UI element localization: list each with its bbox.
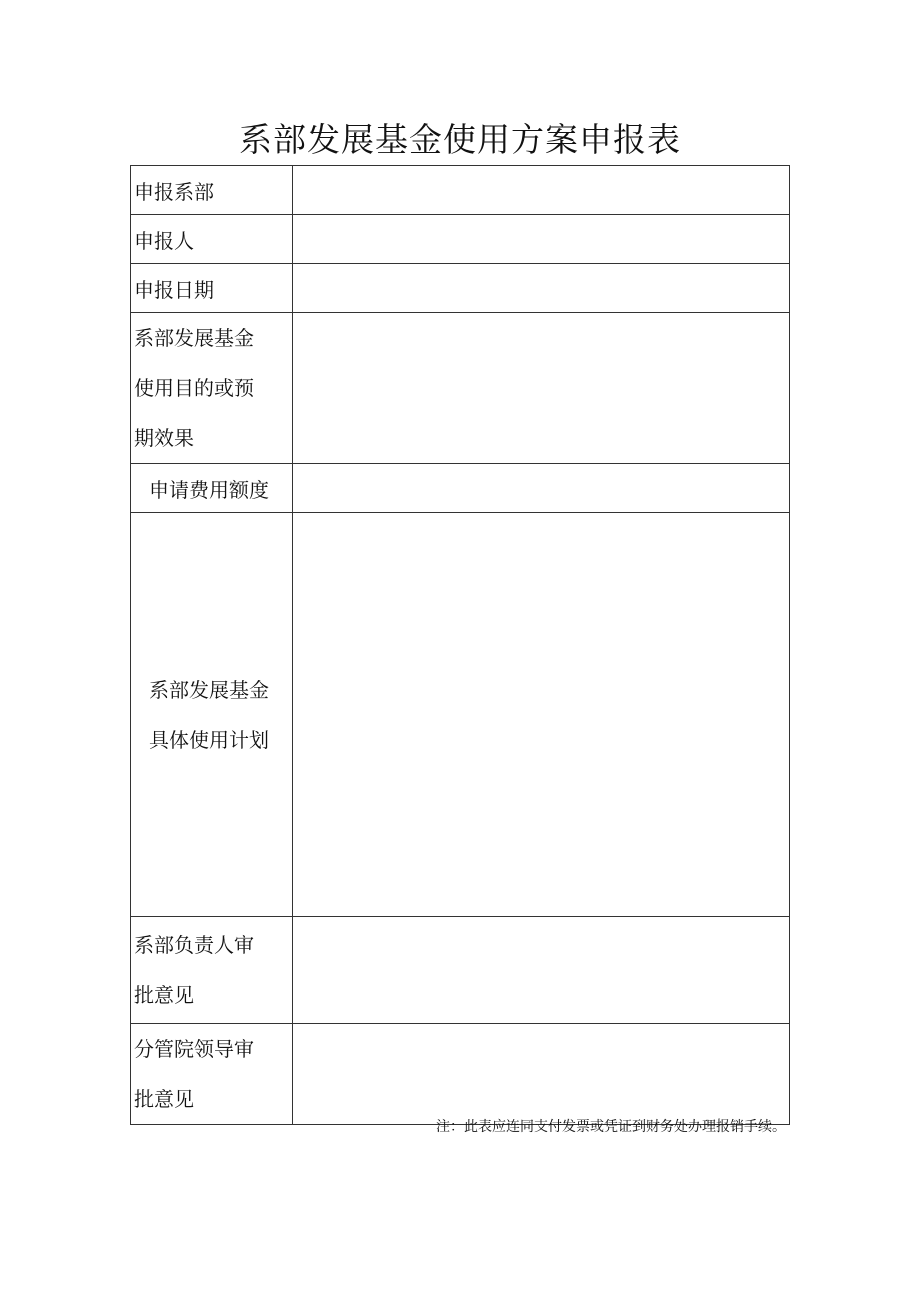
form-row-amount (131, 464, 790, 513)
date-field[interactable] (293, 264, 790, 313)
purpose-label-line-2: 使用目的或预 (134, 376, 254, 400)
leader-approval-field[interactable] (293, 1024, 790, 1125)
date-label-cell (131, 264, 293, 313)
plan-label-cell (131, 513, 293, 917)
form-row-plan (131, 513, 790, 917)
dept-head-approval-label-line-2: 批意见 (134, 983, 194, 1007)
form-row-applicant (131, 215, 790, 264)
department-label-cell (131, 166, 293, 215)
purpose-field[interactable] (293, 313, 790, 464)
date-label: 申报日期 (134, 277, 214, 302)
leader-approval-label-line-1: 分管院领导审 (134, 1037, 254, 1061)
amount-label-cell (131, 464, 293, 513)
form-row-purpose (131, 313, 790, 464)
dept-head-approval-field[interactable] (293, 917, 790, 1024)
amount-field[interactable] (293, 464, 790, 513)
department-field[interactable] (293, 166, 790, 215)
plan-label-line-1: 系部发展基金 (149, 677, 269, 702)
form-row-date (131, 264, 790, 313)
plan-field[interactable] (293, 513, 790, 917)
dept-head-approval-label-line-1: 系部负责人审 (134, 933, 254, 957)
form-row-dept-head-approval (131, 917, 790, 1024)
purpose-label-line-3: 期效果 (134, 426, 194, 450)
department-label: 申报系部 (134, 179, 214, 204)
leader-approval-label-line-2: 批意见 (134, 1087, 194, 1111)
applicant-field[interactable] (293, 215, 790, 264)
application-form-table (130, 165, 790, 1125)
applicant-label-cell (131, 215, 293, 264)
form-row-department (131, 166, 790, 215)
dept-head-approval-label-cell (131, 917, 293, 1024)
applicant-label: 申报人 (134, 228, 194, 253)
form-row-leader-approval (131, 1024, 790, 1125)
purpose-label-line-1: 系部发展基金 (134, 326, 254, 350)
plan-label-line-2: 具体使用计划 (149, 727, 269, 752)
leader-approval-label-cell (131, 1024, 293, 1125)
amount-label: 申请费用额度 (149, 477, 269, 502)
footnote: 注：此表应连同支付发票或凭证到财务处办理报销手续。 (436, 1119, 786, 1135)
form-title: 系部发展基金使用方案申报表 (239, 120, 681, 159)
purpose-label-cell (131, 313, 293, 464)
